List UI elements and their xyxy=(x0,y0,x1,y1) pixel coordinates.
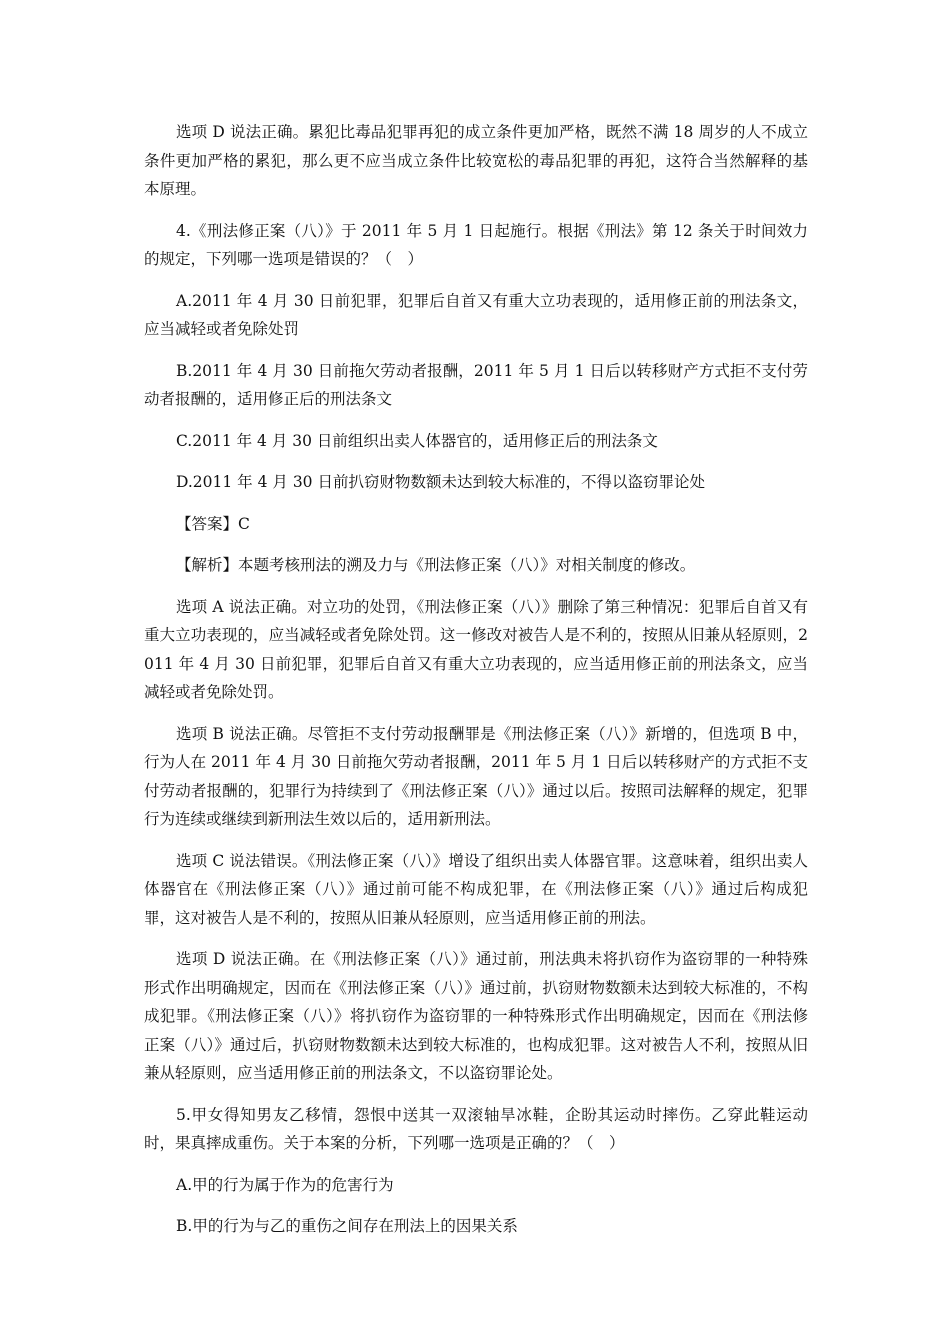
question-4-answer: 【答案】C xyxy=(176,514,250,533)
question-4-analysis-option-a: 选项 A 说法正确。对立功的处罚，《刑法修正案（八）》删除了第三种情况：犯罪后自首又有重大立功表现的，应当减轻或者免除处罚。这一修改对被告人是不利的，按照从旧兼从轻原则，2011 年 4 月 30 日前犯罪，犯罪后自首又有重大立功表现的，应当适用修正前的刑法条文，应当减轻或者免除处罚。 xyxy=(144,597,808,701)
paragraph-option-d-explanation-q3: 选项 D 说法正确。累犯比毒品犯罪再犯的成立条件更加严格，既然不满 18 周岁的人不成立条件更加严格的累犯，那么更不应当成立条件比较宽松的毒品犯罪的再犯，这符合当然解释的基本原理。 xyxy=(144,123,808,198)
question-5-option-a: A.甲的行为属于作为的危害行为 xyxy=(176,1175,394,1194)
document-page xyxy=(144,118,808,1254)
question-4-option-b: B.2011 年 4 月 30 日前拖欠劳动者报酬，2011 年 5 月 1 日后以转移财产方式拒不支付劳动者报酬的，适用修正后的刑法条文 xyxy=(144,361,808,408)
question-4-stem: 4.《刑法修正案（八）》于 2011 年 5 月 1 日起施行。根据《刑法》第 12 条关于时间效力的规定，下列哪一选项是错误的？（ ） xyxy=(144,221,808,268)
question-4-option-d: D.2011 年 4 月 30 日前扒窃财物数额未达到较大标准的，不得以盗窃罪论处 xyxy=(176,473,705,491)
question-4-analysis-option-d: 选项 D 说法正确。在《刑法修正案（八）》通过前，刑法典未将扒窃作为盗窃罪的一种特殊形式作出明确规定，因而在《刑法修正案（八）》通过前，扒窃财物数额未达到较大标准的，不构成犯罪。《刑法修正案（八）》将扒窃作为盗窃罪的一种特殊形式作出明确规定，因而在《刑法修正案（八）》通过后，扒窃财物数额未达到较大标准的，也构成犯罪。这对被告人不利，按照从旧兼从轻原则，应当适用修正前的刑法条文，不以盗窃罪论处。 xyxy=(144,950,808,1082)
question-4-option-a: A.2011 年 4 月 30 日前犯罪，犯罪后自首又有重大立功表现的，适用修正前的刑法条文，应当减轻或者免除处罚 xyxy=(144,291,808,338)
question-4-analysis-option-b: 选项 B 说法正确。尽管拒不支付劳动报酬罪是《刑法修正案（八）》新增的，但选项 B 中，行为人在 2011 年 4 月 30 日前拖欠劳动者报酬，2011 年 5 月 1 日后以转移财产的方式拒不支付劳动者报酬的，犯罪行为持续到了《刑法修正案（八）》通过以后。按照司法解释的规定，犯罪行为连续或继续到新刑法生效以后的，适用新刑法。 xyxy=(144,724,808,828)
question-5-option-b: B.甲的行为与乙的重伤之间存在刑法上的因果关系 xyxy=(176,1217,518,1235)
question-5-stem: 5.甲女得知男友乙移情，怨恨中送其一双滚轴旱冰鞋，企盼其运动时摔伤。乙穿此鞋运动时，果真摔成重伤。关于本案的分析，下列哪一选项是正确的？（ ） xyxy=(144,1105,808,1152)
question-4-analysis-option-c: 选项 C 说法错误。《刑法修正案（八）》增设了组织出卖人体器官罪。这意味着，组织出卖人体器官在《刑法修正案（八）》通过前可能不构成犯罪，在《刑法修正案（八）》通过后构成犯罪，这对被告人是不利的，按照从旧兼从轻原则，应当适用修正前的刑法。 xyxy=(144,851,808,927)
question-4-analysis-intro: 【解析】本题考核刑法的溯及力与《刑法修正案（八）》对相关制度的修改。 xyxy=(176,556,696,574)
question-4-option-c: C.2011 年 4 月 30 日前组织出卖人体器官的，适用修正后的刑法条文 xyxy=(176,431,658,450)
